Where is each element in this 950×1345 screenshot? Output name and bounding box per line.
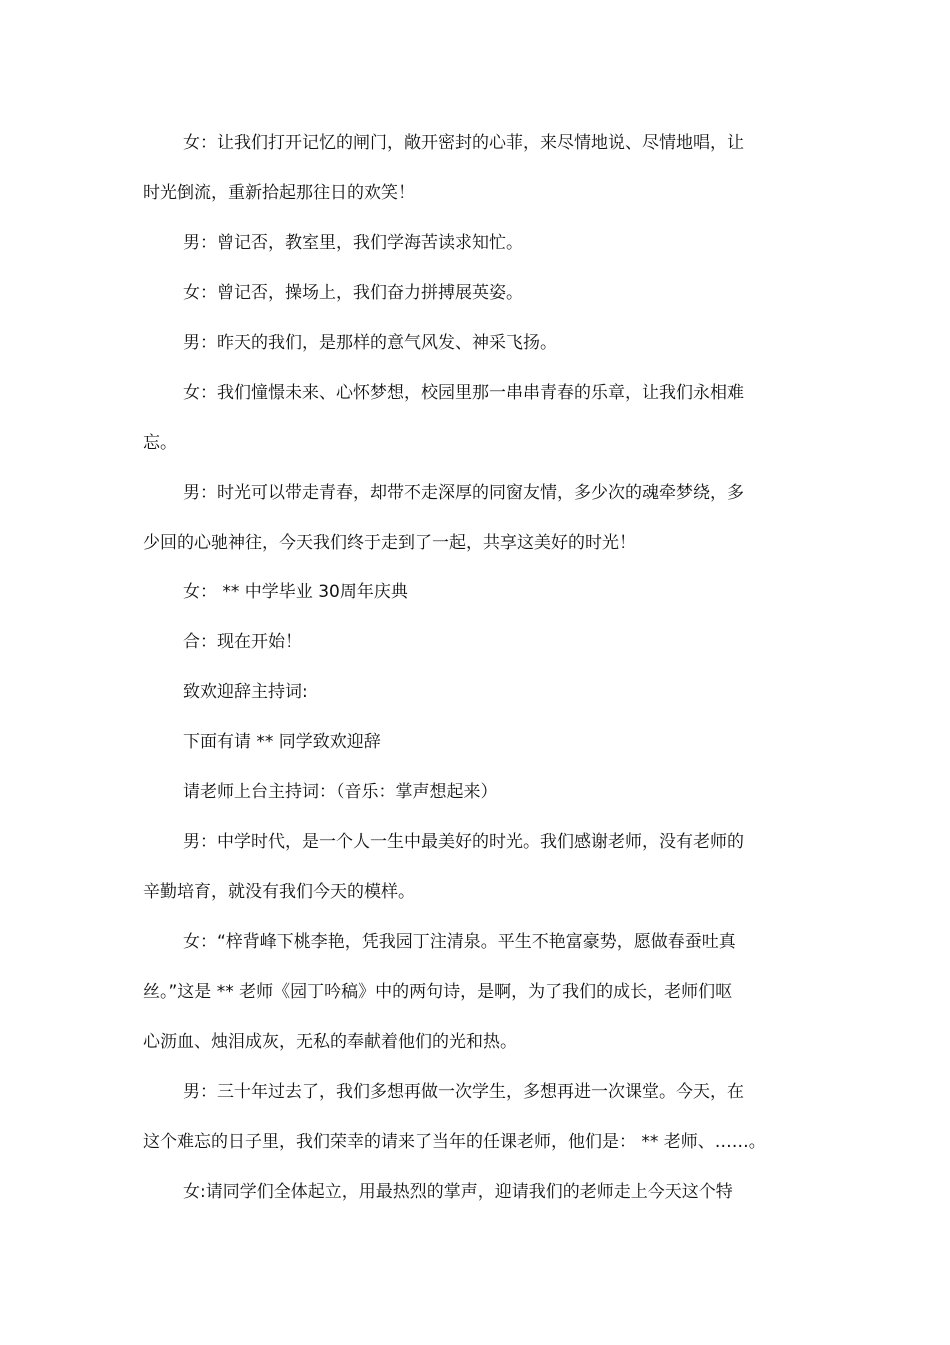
text-line: 男：三十年过去了，我们多想再做一次学生，多想再进一次课堂。今天，在 — [183, 1082, 744, 1102]
text-line: 男：曾记否，教室里，我们学海苦读求知忙。 — [183, 233, 523, 253]
text-line: 女：“梓背峰下桃李艳，凭我园丁注清泉。平生不艳富豪势，愿做春蚕吐真 — [183, 932, 736, 952]
text-line: 男：中学时代，是一个人一生中最美好的时光。我们感谢老师，没有老师的 — [183, 832, 744, 852]
text-line: 下面有请 ** 同学致欢迎辞 — [183, 732, 381, 752]
text-line: 忘。 — [143, 433, 177, 453]
text-line: 男：昨天的我们，是那样的意气风发、神采飞扬。 — [183, 333, 557, 353]
text-line: 心沥血、烛泪成灰，无私的奉献着他们的光和热。 — [143, 1032, 517, 1052]
text-line: 女:请同学们全体起立，用最热烈的掌声，迎请我们的老师走上今天这个特 — [183, 1182, 733, 1202]
text-line: 女：曾记否，操场上，我们奋力拼搏展英姿。 — [183, 283, 523, 303]
text-line: 致欢迎辞主持词: — [183, 682, 308, 702]
text-line: 这个难忘的日子里，我们荣幸的请来了当年的任课老师，他们是： ** 老师、……。 — [143, 1132, 766, 1152]
text-line: 男：时光可以带走青春，却带不走深厚的同窗友情，多少次的魂牵梦绕，多 — [183, 483, 744, 503]
text-line: 女：让我们打开记忆的闸门，敞开密封的心菲，来尽情地说、尽情地唱，让 — [183, 133, 744, 153]
text-line: 时光倒流，重新拾起那往日的欢笑！ — [143, 183, 415, 203]
text-line: 丝。”这是 ** 老师《园丁吟稿》中的两句诗，是啊，为了我们的成长，老师们呕 — [143, 982, 733, 1002]
text-line: 请老师上台主持词：（音乐：掌声想起来） — [183, 782, 498, 802]
text-line: 女： ** 中学毕业 30周年庆典 — [183, 582, 408, 602]
text-line: 女：我们憧憬未来、心怀梦想，校园里那一串串青春的乐章，让我们永相难 — [183, 383, 744, 403]
text-line: 合：现在开始！ — [183, 632, 302, 652]
text-line: 辛勤培育，就没有我们今天的模样。 — [143, 882, 415, 902]
text-line: 少回的心驰神往，今天我们终于走到了一起，共享这美好的时光！ — [143, 533, 636, 553]
